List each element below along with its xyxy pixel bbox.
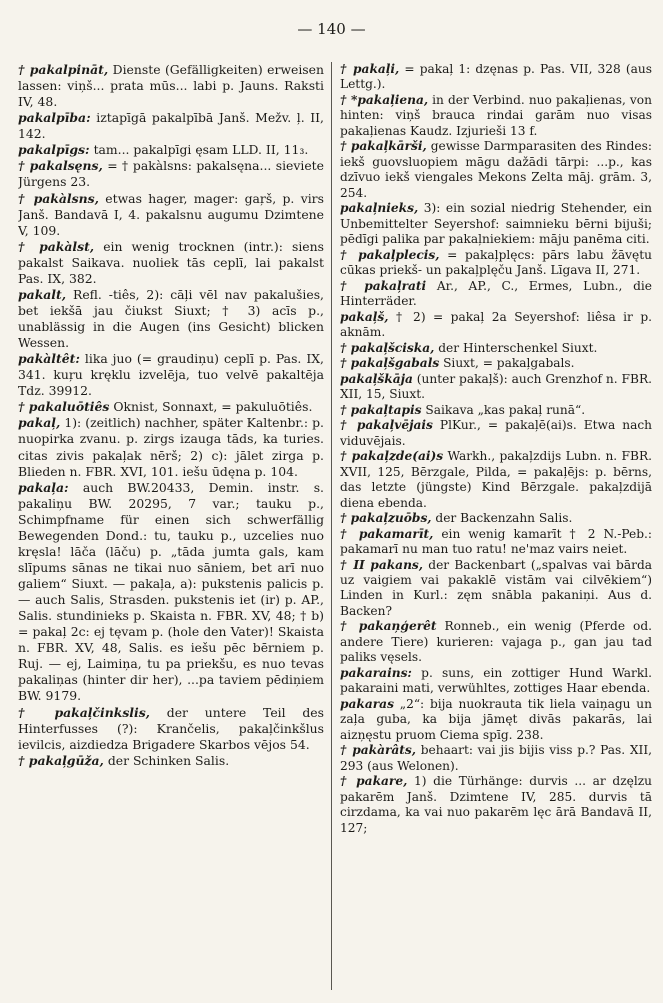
entry-headword: † pakamarīt,: [340, 526, 434, 541]
entry-headword: † pakaļšgabals: [340, 356, 440, 371]
dictionary-entry: [340, 774, 652, 836]
entry-body: der untere Teil des Hinterfusses (?): Krančelis, pakaļčinkšlus ievilcis, aizdiedza Brigadere Skarbos vējos 54.: [18, 704, 324, 752]
right-column: [340, 62, 652, 992]
entry-body: = pakaļ 1: dzęnas p. Pas. VII, 328 (aus Lettg.).: [340, 62, 652, 92]
entry-body: Saikava „kas pakaļ runā“.: [425, 402, 586, 417]
entry-headword: † pakaluōtiês: [18, 399, 110, 415]
entry-body: 1): (zeitlich) nachher, später Kaltenbr.: p. nuopirka zvanu. p. zirgs izauga tāds, ka turies. citas zivis pakaļak nērš; 2) c): jālet zirga p. Blieden n. FBR. XVI, 101. iešu ūdęna p. 104.: [18, 415, 324, 479]
entry-headword: † pakaļkārši,: [340, 139, 427, 154]
entry-headword: † pakaļčinkslis,: [18, 704, 150, 720]
entry-body: Siuxt, = pakaļgabals.: [443, 356, 575, 371]
entry-headword: † II pakans,: [340, 557, 424, 572]
dictionary-entry: [18, 287, 324, 351]
dictionary-entry: [340, 403, 652, 418]
dictionary-entry: [340, 93, 652, 139]
entry-body: 1) die Türhänge: durvis ... ar dzęlzu pakarēm Janš. Dzimtene IV, 285. durvis tā cirzdama, ka vai nuo pakarēm lęc ārā Bandavā II, 127;: [340, 774, 652, 835]
entry-headword: † pakaņģerêt: [340, 619, 437, 634]
entry-headword: pakaļnieks,: [340, 201, 419, 216]
dictionary-entry: [340, 248, 652, 279]
entry-body: (unter pakaļš): auch Grenzhof n. FBR. XII, 15, Siuxt.: [340, 371, 652, 402]
dictionary-entry: [340, 356, 652, 371]
entry-headword: † pakaļplecis,: [340, 247, 440, 262]
entry-headword: pakalpība:: [18, 110, 91, 126]
entry-body: Warkh., pakaļzdijs Lubn. n. FBR. XVII, 125, Bērzgale, Pilda, = pakaļējs: p. bērns, das letzte (jüngste) Kind Bērzgale. pakaļzdijā diena ebenda.: [340, 449, 652, 510]
entry-headword: † pakaļi,: [340, 62, 400, 76]
dictionary-entry: [340, 310, 652, 341]
dictionary-entry: [340, 201, 652, 247]
entry-body: der Backenzahn Salis.: [435, 511, 573, 526]
dictionary-entry: [340, 743, 652, 774]
dictionary-entry: [340, 62, 652, 93]
entry-headword: † pakaļrati: [340, 278, 427, 293]
dictionary-entry: [340, 341, 652, 356]
dictionary-entry: [18, 399, 324, 415]
entry-body: behaart: vai jis bijis viss p.? Pas. XII, 293 (aus Welonen).: [340, 743, 652, 773]
entry-headword: pakàltêt:: [18, 351, 80, 367]
dictionary-entry: [340, 279, 652, 310]
entry-headword: pakaļ,: [18, 415, 61, 431]
entry-headword: pakaļa:: [18, 479, 69, 495]
dictionary-entry: [340, 666, 652, 697]
entry-body: Refl. -tiês, 2): cāļi vēl nav pakalušies, bet iekšā jau čiukst Siuxt; † 3) acīs p., unablässig in die Augen (ins Gesicht) blicken Wessen.: [18, 286, 324, 351]
dictionary-entry: [18, 480, 324, 705]
dictionary-entry: [340, 527, 652, 558]
entry-body: 3): ein sozial niedrig Stehender, ein Unbemittelter Seyershof: saimnieku bērni bijuši; pēdīgi palika par pakaļniekiem: māju panēma citi.: [340, 201, 652, 247]
entry-headword: pakaras: [340, 696, 394, 711]
entry-headword: pakarains:: [340, 665, 412, 680]
dictionary-entry: [340, 372, 652, 403]
entry-body: Ar., AP., C., Ermes, Lubn., die Hinterräder.: [340, 278, 652, 309]
dictionary-entry: [340, 558, 652, 620]
dictionary-entry: [340, 139, 652, 201]
entry-headword: † pakare,: [340, 774, 408, 789]
entry-body: Dienste (Gefälligkeiten) erweisen lassen: viņš... prata mūs... labi p. Jauns. Raksti IV, 48.: [18, 62, 324, 110]
dictionary-entry: [18, 351, 324, 399]
entry-body: = † pakàlsns: pakalsęna... sieviete Jürgens 23.: [18, 158, 324, 190]
entry-headword: † pakalsęns,: [18, 158, 103, 174]
entry-headword: pakalt,: [18, 286, 67, 302]
dictionary-entry: [340, 697, 652, 743]
entry-body: auch BW.20433, Demin. instr. s. pakaliņu BW. 20295, 7 var.; tauku p., Schimpfname für einen sich schwerfällig Bewegenden Dond.: tu, tauku p., uzcelies nuo kręsla! lāča (lāču) p. „tāda jumta gals, kam slīpums sānas ne tikai nuo sāniem, bet arī nuo galiem“ Siuxt. — pakaļa, a): pukstenis palicis p. — auch Salis, Strasden. pukstenis iet (ir) p. AP., Salis. stundinieks p. Skaista n. FBR. XV, 48; † b) = pakaļ 2c: ej tęvam p. (hole den Vater)! Skaista n. FBR. XV, 48, Salis. es iešu pēc bērniem p. Ruj. — ej, Laimiņa, tu pa priekšu, es nuo tevas pakaliņas (hinter dir her), ...pa taviem pēdiņiem BW. 9179.: [18, 479, 324, 704]
entry-body: Ronneb., ein wenig (Pferde od. andere Tiere) kurieren: vajaga p., gan jau tad paliks vęsels.: [340, 619, 652, 665]
page-number: — 140 —: [297, 20, 366, 38]
entry-body: „2“: bija nuokrauta tik liela vaiņagu un zaļa guba, ka bija jāmęt divās pakarās, lai aizņęstu pruom Ciema spīg. 238.: [340, 696, 652, 742]
dictionary-entry: [340, 449, 652, 511]
dictionary-entry: [18, 62, 324, 110]
entry-body: gewisse Darmparasiten des Rindes: iekš guovsluopiem māgu dažādi tārpi: ...p., kas dzīvuo iekš viengales Mekons Zelta māj. grām. 3, 254.: [340, 139, 652, 200]
entry-body: ein wenig trocknen (intr.): siens pakalst Saikava. nuoliek tās ceplī, lai pakalst Pas. IX, 382.: [18, 238, 324, 286]
entry-body: iztapīgā pakalpībā Janš. Mežv. ļ. II, 142.: [18, 110, 324, 142]
entry-body: lika juo (= graudiņu) ceplī p. Pas. IX, 341. kuŗu kręklu izvelēja, tuo velvē pakaltēja Tdz. 39912.: [18, 351, 324, 399]
dictionary-entry: [340, 511, 652, 526]
entry-body: der Schinken Salis.: [107, 752, 230, 768]
entry-body: † 2) = pakaļ 2a Seyershof: liêsa ir p. aknām.: [340, 309, 652, 340]
entry-body: ein wenig kamarīt † 2 N.-Peb.: pakamarī nu man tuo ratu! ne'maz vairs neiet.: [340, 526, 652, 557]
dictionary-entry: [18, 158, 324, 190]
dictionary-entry: [340, 619, 652, 665]
entry-headword: pakaļš,: [340, 309, 389, 324]
entry-headword: † *pakaļiena,: [340, 92, 429, 107]
entry-body: p. suns, ein zottiger Hund Warkl. pakaraini mati, verwühltes, zottiges Haar ebenda.: [340, 665, 652, 696]
entry-body: = pakaļplęcs: pārs labu žāvętu cūkas priekš- un pakaļplęču Janš. Līgava II, 271.: [340, 247, 652, 278]
entry-headword: † pakaļgūža,: [18, 752, 104, 768]
dictionary-entry: [18, 753, 324, 769]
entry-body: PlKur., = pakaļē(ai)s. Etwa nach viduvējais.: [340, 418, 652, 448]
entry-body: der Hinterschenkel Siuxt.: [438, 340, 598, 355]
dictionary-entry: [18, 239, 324, 287]
entry-headword: † pakaļzuōbs,: [340, 511, 432, 526]
dictionary-entry: [340, 418, 652, 449]
entry-headword: pakaļškāja: [340, 371, 413, 386]
entry-body: in der Verbind. nuo pakaļienas, von hinten: viņš brauca rindai garām nuo visas pakaļienas Kaudz. Izjurieši 13 f.: [340, 92, 652, 138]
entry-headword: † pakàrâts,: [340, 743, 417, 758]
entry-headword: † pakaļšciska,: [340, 340, 435, 355]
entry-headword: † pakaļzde(ai)s: [340, 449, 444, 464]
dictionary-entry: [18, 415, 324, 479]
dictionary-entry: [18, 705, 324, 753]
column-divider: [331, 62, 332, 990]
entry-headword: † pakaļtapis: [340, 402, 422, 417]
entry-headword: † pakaļvējais: [340, 418, 433, 433]
entry-headword: † pakàlsns,: [18, 190, 99, 206]
entry-headword: † pakàlst,: [18, 238, 95, 254]
entry-headword: pakalpīgs:: [18, 142, 90, 158]
dictionary-entry: [18, 191, 324, 239]
entry-body: tam... pakalpīgi ęsam LLD. II, 11₃.: [93, 142, 309, 158]
entry-body: Oknist, Sonnaxt, = pakuluōtiês.: [113, 399, 313, 415]
dictionary-entry: [18, 142, 324, 158]
left-column: [18, 62, 324, 992]
entry-headword: † pakalpināt,: [18, 62, 109, 77]
entry-body: der Backenbart („spalvas vai bārda uz vaigiem vai pakaklē vistām vai cilvēkiem“) Linden in Kurl.: zęm snābla pakaniņi. Aus d. Backen?: [340, 557, 652, 618]
dictionary-entry: [18, 110, 324, 142]
entry-body: etwas hager, mager: gaŗš, p. virs Janš. Bandavā I, 4. pakalsnu augumu Dzimtene V, 109.: [18, 190, 324, 238]
